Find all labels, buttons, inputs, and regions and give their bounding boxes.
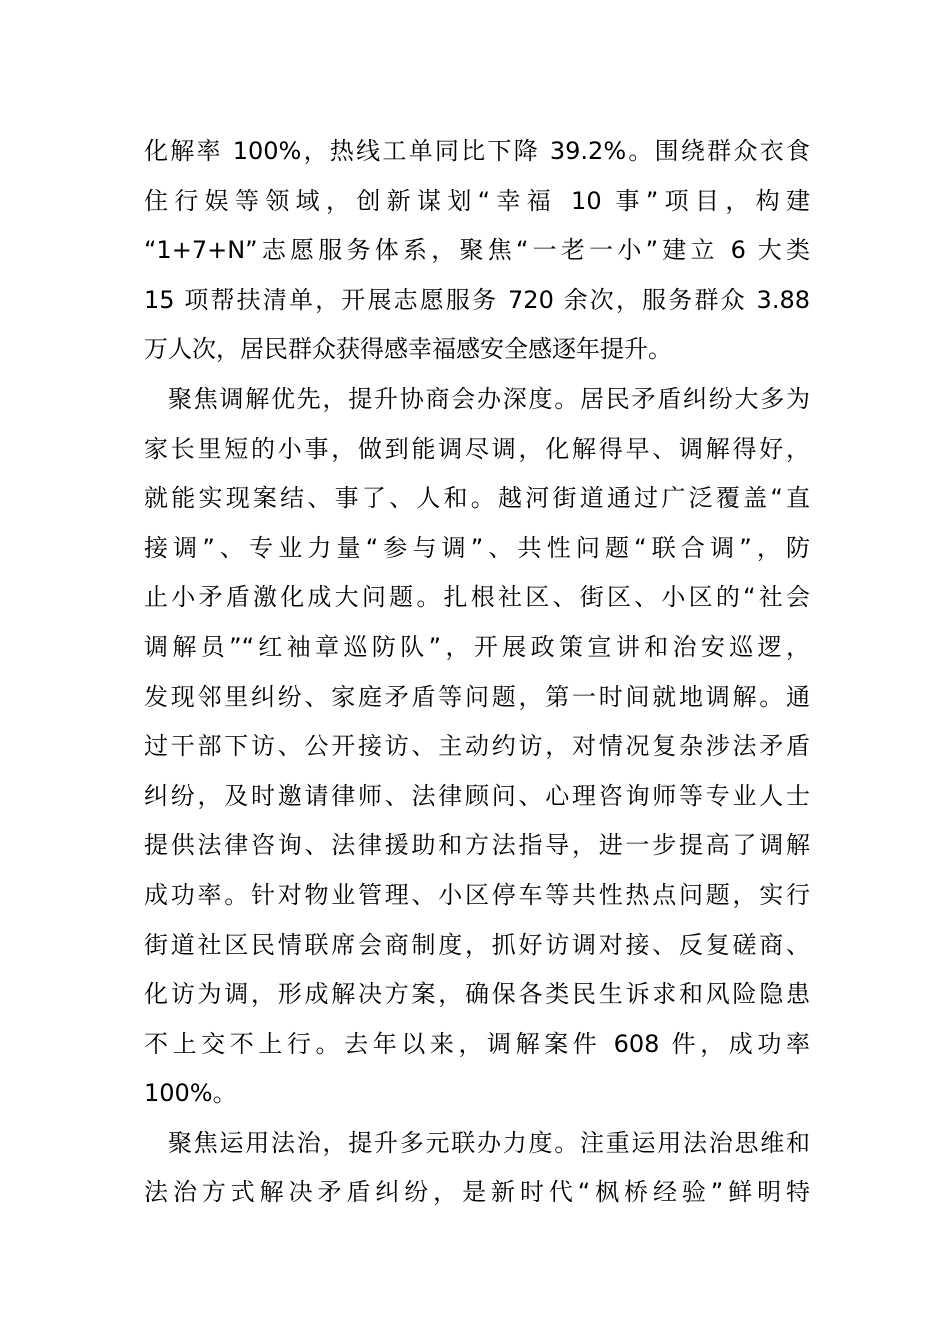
- paragraph-first-line: 聚焦调解优先，提升协商会办深度。居民矛盾纠纷大多为: [168, 384, 810, 413]
- text-line: 成功率。针对物业管理、小区停车等共性热点问题，实行: [144, 880, 810, 909]
- text-line: 街道社区民情联席会商制度，抓好访调对接、反复磋商、: [144, 930, 810, 959]
- text-line: 止小矛盾激化成大问题。扎根社区、街区、小区的“社会: [144, 583, 810, 612]
- text-line: 家长里短的小事，做到能调尽调，化解得早、调解得好，: [144, 434, 810, 463]
- text-line: 调解员”“红袖章巡防队”，开展政策宣讲和治安巡逻，: [144, 632, 810, 661]
- text-line: 100%。: [144, 1079, 237, 1108]
- text-line: 发现邻里纠纷、家庭矛盾等问题，第一时间就地调解。通: [144, 682, 810, 711]
- text-line: 法治方式解决矛盾纠纷，是新时代“枫桥经验”鲜明特: [144, 1178, 810, 1207]
- text-line: 化解率 100%，热线工单同比下降 39.2%。围绕群众衣食: [144, 137, 810, 165]
- text-line: 15 项帮扶清单，开展志愿服务 720 余次，服务群众 3.88: [144, 285, 810, 314]
- text-line: 纠纷，及时邀请律师、法律顾问、心理咨询师等专业人士: [144, 781, 810, 810]
- text-line: 住行娱等领域，创新谋划“幸福 10 事”项目，构建: [144, 186, 810, 215]
- text-line: 就能实现案结、事了、人和。越河街道通过广泛覆盖“直: [144, 484, 810, 513]
- text-line: 化访为调，形成解决方案，确保各类民生诉求和风险隐患: [144, 980, 810, 1009]
- text-line: 接调”、专业力量“参与调”、共性问题“联合调”，防: [144, 533, 810, 562]
- text-line: “1+7+N”志愿服务体系，聚焦“一老一小”建立 6 大类: [144, 236, 810, 265]
- text-line: 不上交不上行。去年以来，调解案件 608 件，成功率: [144, 1029, 810, 1058]
- paragraph-first-line: 聚焦运用法治，提升多元联办力度。注重运用法治思维和: [168, 1128, 810, 1157]
- text-line: 提供法律咨询、法律援助和方法指导，进一步提高了调解: [144, 831, 810, 860]
- text-line: 万人次，居民群众获得感幸福感安全感逐年提升。: [144, 335, 672, 364]
- text-line: 过干部下访、公开接访、主动约访，对情况复杂涉法矛盾: [144, 732, 810, 761]
- document-body: [144, 127, 810, 1218]
